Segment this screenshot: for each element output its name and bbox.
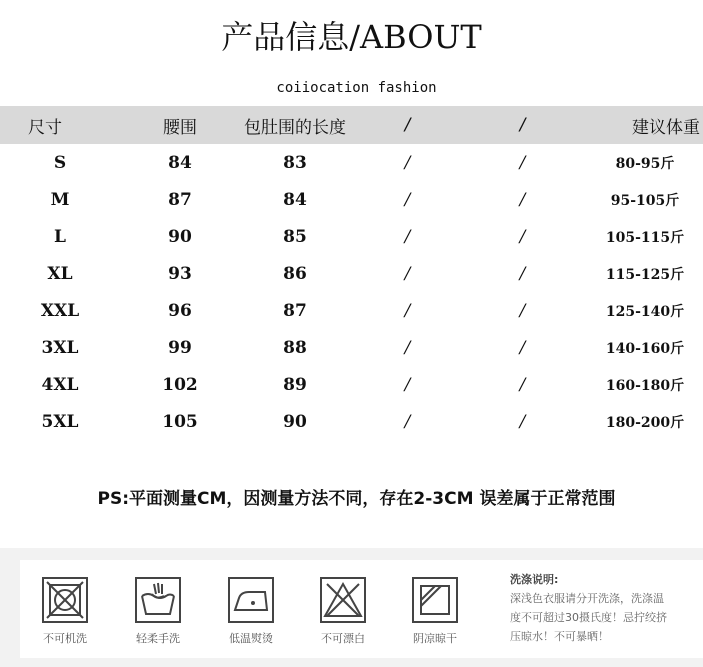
cell-weight: 105-115斤 (605, 229, 685, 246)
cell-size: 3XL (41, 337, 79, 358)
page-title: 产品信息/ABOUT (221, 18, 482, 56)
table-row (0, 329, 703, 366)
cell-empty-2: / (519, 263, 526, 284)
care-label: 不可漂白 (321, 632, 365, 645)
cell-empty-2: / (519, 152, 526, 173)
measurement-note: PS:平面测量CM，因测量方法不同，存在2-3CM 误差属于正常范围 (97, 489, 616, 509)
cell-size: 4XL (41, 374, 79, 395)
cell-belly-length: 85 (283, 226, 307, 247)
cell-size: 5XL (41, 411, 79, 432)
cell-empty-2: / (519, 411, 526, 432)
no-bleach-icon (319, 576, 367, 624)
header-empty-2: / (519, 115, 526, 135)
no-machine-wash-icon (41, 576, 89, 624)
header-waist: 腰围 (163, 117, 197, 138)
care-label: 轻柔手洗 (136, 632, 180, 645)
cell-empty-2: / (519, 300, 526, 321)
shade-dry-icon (411, 576, 459, 624)
care-panel (0, 548, 703, 667)
wash-instructions-heading: 洗涤说明: (510, 573, 559, 586)
cell-belly-length: 88 (283, 337, 307, 358)
cell-weight: 160-180斤 (605, 377, 685, 394)
cell-size: XL (47, 263, 73, 284)
care-label: 阴凉晾干 (413, 632, 457, 645)
cell-waist: 90 (168, 226, 192, 247)
cell-empty-1: / (404, 226, 411, 247)
wash-instructions-line: 压晾水！不可暴晒！ (510, 630, 609, 643)
table-row (0, 144, 703, 181)
wash-instructions-line: 深浅色衣服请分开洗涤，洗涤温 (510, 592, 664, 605)
care-item-shade-dry (400, 576, 470, 646)
size-table (0, 106, 703, 440)
cell-waist: 96 (168, 300, 192, 321)
care-label: 低温熨烫 (229, 632, 273, 645)
cell-weight: 125-140斤 (605, 303, 685, 320)
cell-waist: 99 (168, 337, 192, 358)
cell-empty-2: / (519, 374, 526, 395)
care-item-no-bleach (308, 576, 378, 646)
header-size: 尺寸 (28, 117, 62, 138)
cell-weight: 140-160斤 (605, 340, 685, 357)
table-row (0, 218, 703, 255)
care-label: 不可机洗 (43, 632, 87, 645)
wash-instructions (510, 570, 690, 646)
cell-weight: 180-200斤 (605, 414, 685, 431)
care-item-low-temp-iron (216, 576, 286, 646)
cell-belly-length: 86 (283, 263, 307, 284)
cell-size: XXL (40, 300, 80, 321)
cell-waist: 105 (162, 411, 198, 432)
cell-belly-length: 87 (283, 300, 307, 321)
care-item-no-machine-wash (30, 576, 100, 646)
cell-belly-length: 84 (283, 189, 307, 210)
cell-waist: 87 (168, 189, 192, 210)
cell-weight: 80-95斤 (615, 155, 675, 172)
cell-weight: 95-105斤 (610, 192, 680, 209)
cell-size: M (50, 189, 70, 210)
cell-empty-1: / (404, 337, 411, 358)
wash-instructions-line: 度不可超过30摄氏度！忌拧绞挤 (510, 611, 667, 624)
hand-wash-icon (134, 576, 182, 624)
cell-empty-1: / (404, 411, 411, 432)
cell-empty-1: / (404, 152, 411, 173)
cell-empty-1: / (404, 263, 411, 284)
cell-size: S (53, 152, 67, 173)
header-empty-1: / (404, 115, 411, 135)
cell-belly-length: 89 (283, 374, 307, 395)
table-row (0, 255, 703, 292)
care-item-hand-wash (123, 576, 193, 646)
table-row (0, 181, 703, 218)
table-row (0, 366, 703, 403)
cell-weight: 115-125斤 (605, 266, 685, 283)
page-subtitle: coiiocation fashion (276, 80, 437, 96)
size-table-header (0, 106, 703, 144)
header-belly-length: 包肚围的长度 (244, 117, 346, 138)
cell-belly-length: 90 (283, 411, 307, 432)
cell-belly-length: 83 (283, 152, 307, 173)
cell-empty-1: / (404, 189, 411, 210)
table-row (0, 403, 703, 440)
cell-empty-2: / (519, 189, 526, 210)
table-row (0, 292, 703, 329)
cell-waist: 102 (162, 374, 198, 395)
cell-empty-2: / (519, 337, 526, 358)
cell-size: L (54, 226, 66, 247)
cell-empty-1: / (404, 374, 411, 395)
cell-empty-2: / (519, 226, 526, 247)
size-table-body (0, 144, 703, 440)
care-card (20, 560, 703, 658)
cell-waist: 93 (168, 263, 192, 284)
cell-waist: 84 (168, 152, 192, 173)
header-weight: 建议体重 (632, 117, 700, 138)
cell-empty-1: / (404, 300, 411, 321)
low-temp-iron-icon (227, 576, 275, 624)
